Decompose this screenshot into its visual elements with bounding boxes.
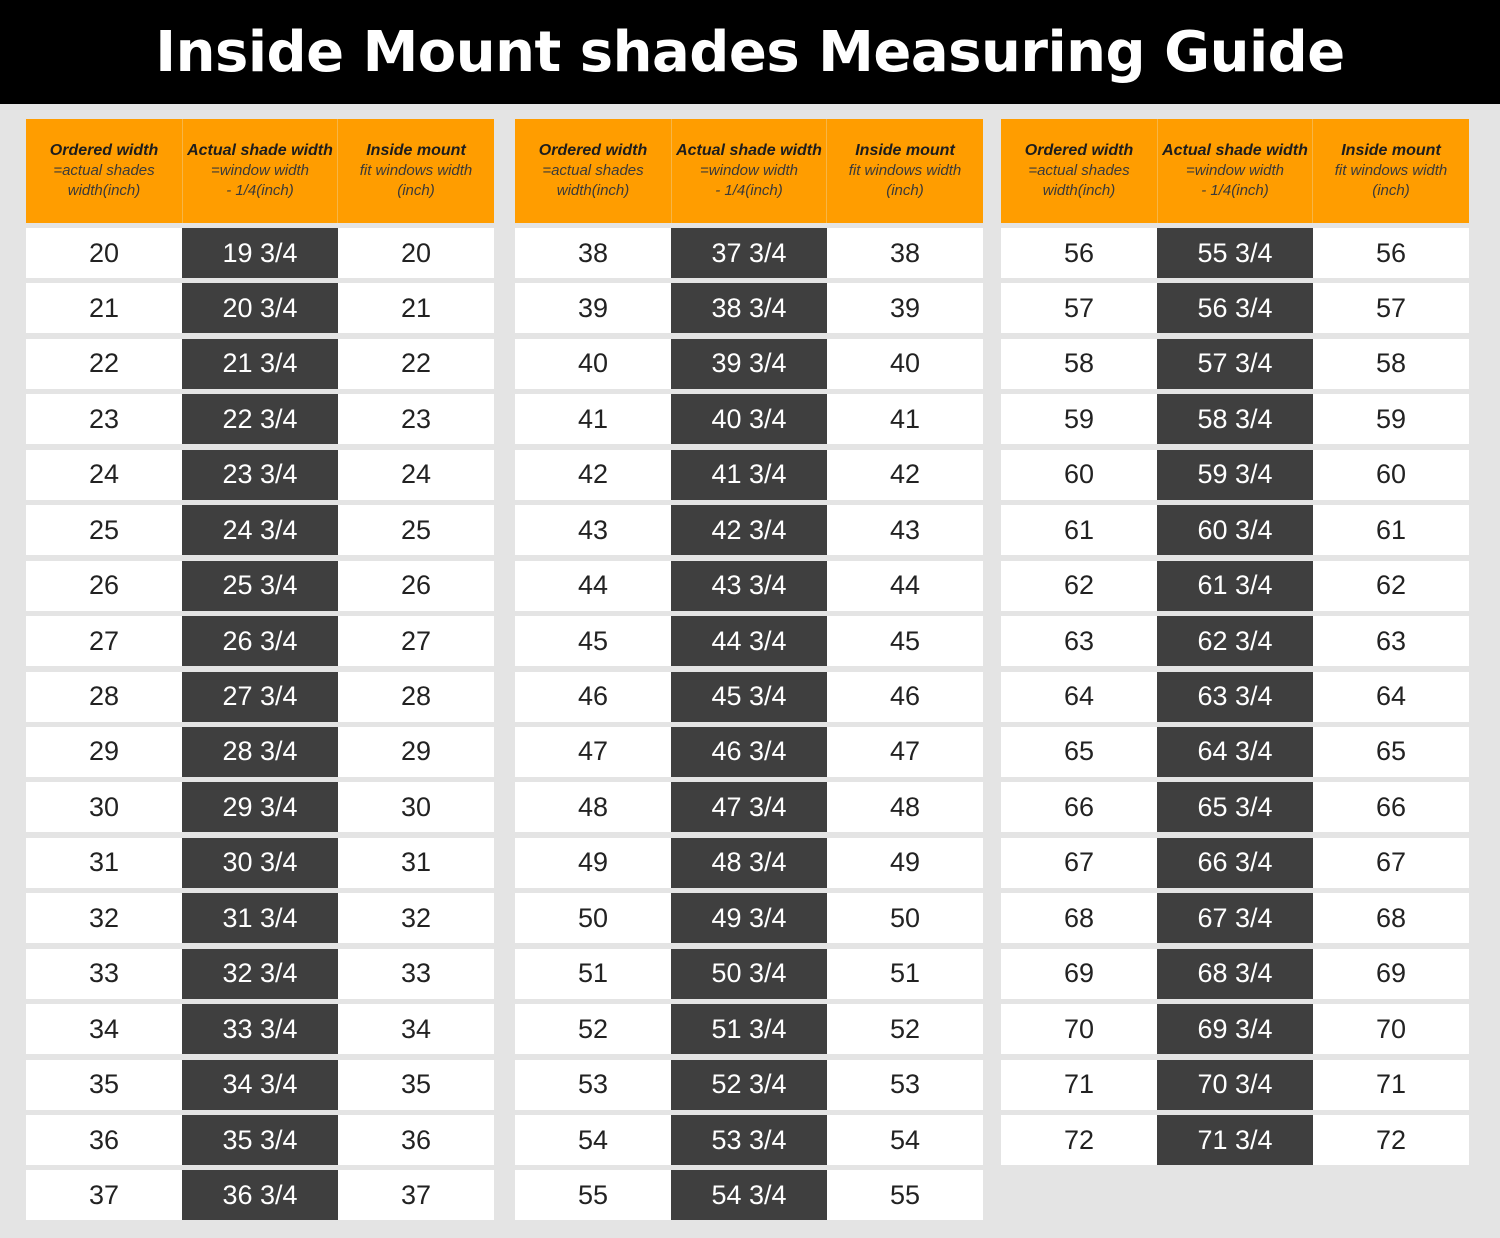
table-row — [515, 1004, 983, 1054]
window-width-cell: 55 — [827, 1170, 983, 1220]
actual-shade-width-cell: 26 3/4 — [182, 616, 338, 666]
window-width-cell: 28 — [338, 672, 494, 722]
table-row — [26, 1060, 494, 1110]
header-text-line: Ordered width — [1024, 142, 1134, 159]
actual-shade-width-cell: 27 3/4 — [182, 672, 338, 722]
header-text-line: =window width — [700, 162, 798, 179]
table-row — [26, 1004, 494, 1054]
window-width-cell: 48 — [827, 782, 983, 832]
table-row — [1001, 561, 1469, 611]
header-text-line: =actual shades — [542, 162, 644, 179]
actual-shade-width-cell: 39 3/4 — [671, 339, 827, 389]
table-row — [515, 727, 983, 777]
table-body — [26, 228, 494, 1220]
ordered-width-cell: 65 — [1001, 727, 1157, 777]
ordered-width-cell: 66 — [1001, 782, 1157, 832]
header-text-line: (inch) — [397, 182, 435, 199]
table-row — [1001, 727, 1469, 777]
header-text-line: Actual shade width — [676, 142, 822, 159]
window-width-cell: 44 — [827, 561, 983, 611]
window-width-cell: 59 — [1313, 394, 1469, 444]
table-row — [515, 838, 983, 888]
window-width-cell: 56 — [1313, 228, 1469, 278]
window-width-cell: 23 — [338, 394, 494, 444]
header-actual-shade-width — [671, 119, 827, 223]
table-row — [1001, 394, 1469, 444]
actual-shade-width-cell: 36 3/4 — [182, 1170, 338, 1220]
window-width-cell: 35 — [338, 1060, 494, 1110]
table-row — [1001, 893, 1469, 943]
ordered-width-cell: 52 — [515, 1004, 671, 1054]
ordered-width-cell: 70 — [1001, 1004, 1157, 1054]
actual-shade-width-cell: 22 3/4 — [182, 394, 338, 444]
table-body — [1001, 228, 1469, 1165]
actual-shade-width-cell: 34 3/4 — [182, 1060, 338, 1110]
window-width-cell: 53 — [827, 1060, 983, 1110]
actual-shade-width-cell: 69 3/4 — [1157, 1004, 1313, 1054]
ordered-width-cell: 55 — [515, 1170, 671, 1220]
header-text-line: Inside mount — [366, 142, 466, 159]
ordered-width-cell: 44 — [515, 561, 671, 611]
actual-shade-width-cell: 56 3/4 — [1157, 283, 1313, 333]
actual-shade-width-cell: 20 3/4 — [182, 283, 338, 333]
window-width-cell: 71 — [1313, 1060, 1469, 1110]
actual-shade-width-cell: 67 3/4 — [1157, 893, 1313, 943]
window-width-cell: 51 — [827, 949, 983, 999]
window-width-cell: 38 — [827, 228, 983, 278]
window-width-cell: 37 — [338, 1170, 494, 1220]
window-width-cell: 24 — [338, 450, 494, 500]
header-text-line: width(inch) — [67, 182, 141, 199]
ordered-width-cell: 68 — [1001, 893, 1157, 943]
measuring-table-2 — [515, 119, 983, 1226]
header-text-line: - 1/4(inch) — [1201, 182, 1269, 199]
ordered-width-cell: 30 — [26, 782, 182, 832]
ordered-width-cell: 37 — [26, 1170, 182, 1220]
table-row — [1001, 450, 1469, 500]
table-row — [26, 561, 494, 611]
window-width-cell: 45 — [827, 616, 983, 666]
ordered-width-cell: 63 — [1001, 616, 1157, 666]
actual-shade-width-cell: 30 3/4 — [182, 838, 338, 888]
header-inside-mount-width — [1313, 119, 1469, 223]
window-width-cell: 41 — [827, 394, 983, 444]
window-width-cell: 49 — [827, 838, 983, 888]
header-text-line: Ordered width — [538, 142, 648, 159]
table-row — [26, 339, 494, 389]
ordered-width-cell: 64 — [1001, 672, 1157, 722]
actual-shade-width-cell: 49 3/4 — [671, 893, 827, 943]
actual-shade-width-cell: 23 3/4 — [182, 450, 338, 500]
table-row — [515, 1170, 983, 1220]
actual-shade-width-cell: 59 3/4 — [1157, 450, 1313, 500]
ordered-width-cell: 58 — [1001, 339, 1157, 389]
actual-shade-width-cell: 71 3/4 — [1157, 1115, 1313, 1165]
ordered-width-cell: 36 — [26, 1115, 182, 1165]
actual-shade-width-cell: 68 3/4 — [1157, 949, 1313, 999]
table-row — [515, 283, 983, 333]
window-width-cell: 40 — [827, 339, 983, 389]
ordered-width-cell: 35 — [26, 1060, 182, 1110]
window-width-cell: 62 — [1313, 561, 1469, 611]
window-width-cell: 33 — [338, 949, 494, 999]
table-row — [515, 339, 983, 389]
window-width-cell: 57 — [1313, 283, 1469, 333]
table-row — [26, 283, 494, 333]
header-text-line: Actual shade width — [1162, 142, 1308, 159]
table-row — [26, 949, 494, 999]
ordered-width-cell: 21 — [26, 283, 182, 333]
actual-shade-width-cell: 48 3/4 — [671, 838, 827, 888]
actual-shade-width-cell: 63 3/4 — [1157, 672, 1313, 722]
table-row — [26, 450, 494, 500]
ordered-width-cell: 56 — [1001, 228, 1157, 278]
table-body — [515, 228, 983, 1220]
header-text-line: width(inch) — [1042, 182, 1116, 199]
title-bar — [0, 0, 1500, 104]
ordered-width-cell: 53 — [515, 1060, 671, 1110]
actual-shade-width-cell: 21 3/4 — [182, 339, 338, 389]
table-row — [26, 782, 494, 832]
ordered-width-cell: 49 — [515, 838, 671, 888]
table-row — [515, 616, 983, 666]
header-text-line: Actual shade width — [187, 142, 333, 159]
ordered-width-cell: 38 — [515, 228, 671, 278]
actual-shade-width-cell: 35 3/4 — [182, 1115, 338, 1165]
ordered-width-cell: 41 — [515, 394, 671, 444]
table-row — [515, 228, 983, 278]
table-row — [515, 893, 983, 943]
ordered-width-cell: 26 — [26, 561, 182, 611]
table-row — [1001, 838, 1469, 888]
actual-shade-width-cell: 66 3/4 — [1157, 838, 1313, 888]
actual-shade-width-cell: 42 3/4 — [671, 505, 827, 555]
table-row — [515, 505, 983, 555]
header-text-line: =window width — [1186, 162, 1284, 179]
ordered-width-cell: 22 — [26, 339, 182, 389]
window-width-cell: 67 — [1313, 838, 1469, 888]
actual-shade-width-cell: 44 3/4 — [671, 616, 827, 666]
window-width-cell: 61 — [1313, 505, 1469, 555]
table-row — [1001, 1060, 1469, 1110]
header-text-line: width(inch) — [556, 182, 630, 199]
window-width-cell: 27 — [338, 616, 494, 666]
actual-shade-width-cell: 25 3/4 — [182, 561, 338, 611]
window-width-cell: 65 — [1313, 727, 1469, 777]
header-text-line: fit windows width — [1334, 162, 1448, 179]
header-text-line: fit windows width — [848, 162, 962, 179]
actual-shade-width-cell: 52 3/4 — [671, 1060, 827, 1110]
table-row — [515, 450, 983, 500]
ordered-width-cell: 50 — [515, 893, 671, 943]
table-row — [1001, 672, 1469, 722]
window-width-cell: 63 — [1313, 616, 1469, 666]
table-header-row — [26, 119, 494, 223]
measuring-table-3 — [1001, 119, 1469, 1170]
table-row — [1001, 782, 1469, 832]
header-actual-shade-width — [182, 119, 338, 223]
ordered-width-cell: 33 — [26, 949, 182, 999]
header-text-line: fit windows width — [359, 162, 473, 179]
header-inside-mount-width — [827, 119, 983, 223]
table-row — [26, 1115, 494, 1165]
window-width-cell: 36 — [338, 1115, 494, 1165]
header-ordered-width — [1001, 119, 1157, 223]
actual-shade-width-cell: 32 3/4 — [182, 949, 338, 999]
table-header-row — [1001, 119, 1469, 223]
actual-shade-width-cell: 47 3/4 — [671, 782, 827, 832]
actual-shade-width-cell: 28 3/4 — [182, 727, 338, 777]
window-width-cell: 66 — [1313, 782, 1469, 832]
header-text-line: =actual shades — [1028, 162, 1130, 179]
window-width-cell: 69 — [1313, 949, 1469, 999]
table-row — [1001, 1004, 1469, 1054]
page-title: Inside Mount shades Measuring Guide — [155, 19, 1345, 85]
ordered-width-cell: 24 — [26, 450, 182, 500]
actual-shade-width-cell: 43 3/4 — [671, 561, 827, 611]
actual-shade-width-cell: 41 3/4 — [671, 450, 827, 500]
window-width-cell: 30 — [338, 782, 494, 832]
window-width-cell: 46 — [827, 672, 983, 722]
window-width-cell: 26 — [338, 561, 494, 611]
table-row — [1001, 505, 1469, 555]
ordered-width-cell: 39 — [515, 283, 671, 333]
window-width-cell: 60 — [1313, 450, 1469, 500]
ordered-width-cell: 23 — [26, 394, 182, 444]
actual-shade-width-cell: 50 3/4 — [671, 949, 827, 999]
ordered-width-cell: 29 — [26, 727, 182, 777]
window-width-cell: 22 — [338, 339, 494, 389]
header-actual-shade-width — [1157, 119, 1313, 223]
actual-shade-width-cell: 38 3/4 — [671, 283, 827, 333]
actual-shade-width-cell: 37 3/4 — [671, 228, 827, 278]
ordered-width-cell: 42 — [515, 450, 671, 500]
actual-shade-width-cell: 31 3/4 — [182, 893, 338, 943]
table-row — [26, 228, 494, 278]
actual-shade-width-cell: 54 3/4 — [671, 1170, 827, 1220]
ordered-width-cell: 45 — [515, 616, 671, 666]
table-row — [515, 1115, 983, 1165]
window-width-cell: 58 — [1313, 339, 1469, 389]
actual-shade-width-cell: 55 3/4 — [1157, 228, 1313, 278]
table-row — [1001, 616, 1469, 666]
table-row — [26, 394, 494, 444]
ordered-width-cell: 54 — [515, 1115, 671, 1165]
window-width-cell: 43 — [827, 505, 983, 555]
table-header-row — [515, 119, 983, 223]
header-text-line: Inside mount — [1341, 142, 1441, 159]
header-ordered-width — [515, 119, 671, 223]
table-row — [515, 394, 983, 444]
measuring-table-1 — [26, 119, 494, 1226]
actual-shade-width-cell: 61 3/4 — [1157, 561, 1313, 611]
ordered-width-cell: 51 — [515, 949, 671, 999]
ordered-width-cell: 67 — [1001, 838, 1157, 888]
table-row — [26, 838, 494, 888]
ordered-width-cell: 60 — [1001, 450, 1157, 500]
ordered-width-cell: 48 — [515, 782, 671, 832]
header-text-line: =actual shades — [53, 162, 155, 179]
ordered-width-cell: 47 — [515, 727, 671, 777]
actual-shade-width-cell: 62 3/4 — [1157, 616, 1313, 666]
header-inside-mount-width — [338, 119, 494, 223]
table-row — [26, 616, 494, 666]
window-width-cell: 20 — [338, 228, 494, 278]
header-text-line: =window width — [211, 162, 309, 179]
actual-shade-width-cell: 57 3/4 — [1157, 339, 1313, 389]
window-width-cell: 39 — [827, 283, 983, 333]
window-width-cell: 31 — [338, 838, 494, 888]
actual-shade-width-cell: 51 3/4 — [671, 1004, 827, 1054]
actual-shade-width-cell: 70 3/4 — [1157, 1060, 1313, 1110]
ordered-width-cell: 32 — [26, 893, 182, 943]
header-text-line: (inch) — [886, 182, 924, 199]
actual-shade-width-cell: 65 3/4 — [1157, 782, 1313, 832]
ordered-width-cell: 71 — [1001, 1060, 1157, 1110]
window-width-cell: 68 — [1313, 893, 1469, 943]
table-row — [515, 561, 983, 611]
ordered-width-cell: 69 — [1001, 949, 1157, 999]
table-row — [26, 727, 494, 777]
actual-shade-width-cell: 45 3/4 — [671, 672, 827, 722]
actual-shade-width-cell: 46 3/4 — [671, 727, 827, 777]
table-row — [1001, 949, 1469, 999]
table-row — [515, 672, 983, 722]
actual-shade-width-cell: 64 3/4 — [1157, 727, 1313, 777]
window-width-cell: 50 — [827, 893, 983, 943]
table-row — [1001, 1115, 1469, 1165]
header-ordered-width — [26, 119, 182, 223]
window-width-cell: 70 — [1313, 1004, 1469, 1054]
ordered-width-cell: 31 — [26, 838, 182, 888]
ordered-width-cell: 28 — [26, 672, 182, 722]
window-width-cell: 64 — [1313, 672, 1469, 722]
window-width-cell: 34 — [338, 1004, 494, 1054]
table-row — [515, 1060, 983, 1110]
ordered-width-cell: 34 — [26, 1004, 182, 1054]
header-text-line: Inside mount — [855, 142, 955, 159]
actual-shade-width-cell: 29 3/4 — [182, 782, 338, 832]
table-row — [26, 893, 494, 943]
window-width-cell: 42 — [827, 450, 983, 500]
ordered-width-cell: 57 — [1001, 283, 1157, 333]
table-row — [515, 782, 983, 832]
window-width-cell: 72 — [1313, 1115, 1469, 1165]
ordered-width-cell: 27 — [26, 616, 182, 666]
table-row — [1001, 339, 1469, 389]
ordered-width-cell: 61 — [1001, 505, 1157, 555]
header-text-line: Ordered width — [49, 142, 159, 159]
window-width-cell: 32 — [338, 893, 494, 943]
ordered-width-cell: 46 — [515, 672, 671, 722]
ordered-width-cell: 59 — [1001, 394, 1157, 444]
table-row — [1001, 228, 1469, 278]
ordered-width-cell: 72 — [1001, 1115, 1157, 1165]
actual-shade-width-cell: 58 3/4 — [1157, 394, 1313, 444]
ordered-width-cell: 43 — [515, 505, 671, 555]
table-row — [26, 672, 494, 722]
actual-shade-width-cell: 24 3/4 — [182, 505, 338, 555]
actual-shade-width-cell: 33 3/4 — [182, 1004, 338, 1054]
window-width-cell: 47 — [827, 727, 983, 777]
ordered-width-cell: 62 — [1001, 561, 1157, 611]
ordered-width-cell: 40 — [515, 339, 671, 389]
window-width-cell: 52 — [827, 1004, 983, 1054]
actual-shade-width-cell: 60 3/4 — [1157, 505, 1313, 555]
table-row — [26, 505, 494, 555]
window-width-cell: 21 — [338, 283, 494, 333]
header-text-line: (inch) — [1372, 182, 1410, 199]
actual-shade-width-cell: 40 3/4 — [671, 394, 827, 444]
ordered-width-cell: 25 — [26, 505, 182, 555]
window-width-cell: 29 — [338, 727, 494, 777]
window-width-cell: 54 — [827, 1115, 983, 1165]
ordered-width-cell: 20 — [26, 228, 182, 278]
table-row — [1001, 283, 1469, 333]
actual-shade-width-cell: 19 3/4 — [182, 228, 338, 278]
header-text-line: - 1/4(inch) — [226, 182, 294, 199]
actual-shade-width-cell: 53 3/4 — [671, 1115, 827, 1165]
table-row — [515, 949, 983, 999]
window-width-cell: 25 — [338, 505, 494, 555]
table-row — [26, 1170, 494, 1220]
header-text-line: - 1/4(inch) — [715, 182, 783, 199]
